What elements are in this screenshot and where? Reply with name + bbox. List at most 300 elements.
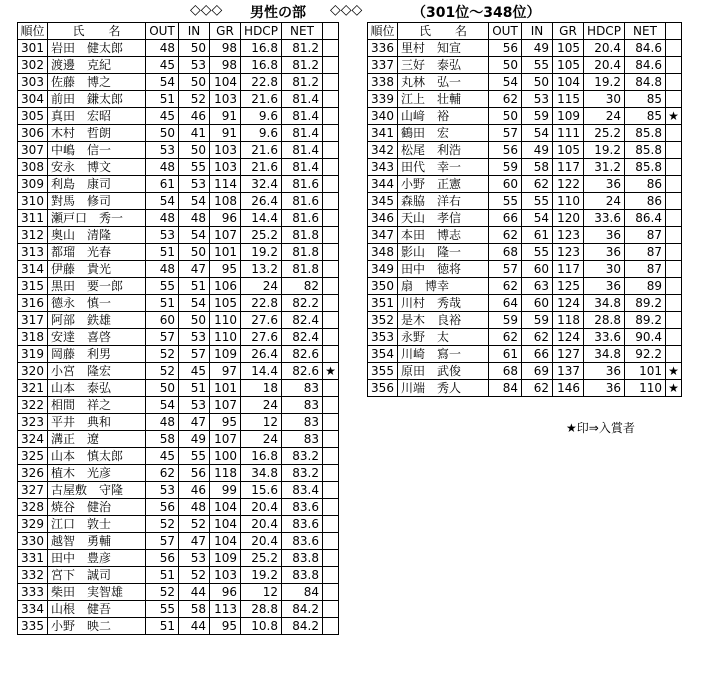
- winner-mark: [323, 499, 339, 516]
- award-note: ★印⇒入賞者: [566, 421, 635, 435]
- rank-cell: 343: [368, 159, 398, 176]
- net-cell: 85.8: [625, 142, 666, 159]
- in-cell: 53: [179, 329, 210, 346]
- out-cell: 51: [146, 618, 179, 635]
- rank-cell: 329: [18, 516, 48, 533]
- in-cell: 54: [522, 210, 553, 227]
- name-cell: 利島 康司: [48, 176, 146, 193]
- net-cell: 84.2: [282, 618, 323, 635]
- net-cell: 92.2: [625, 346, 666, 363]
- in-cell: 50: [522, 74, 553, 91]
- winner-mark: [323, 414, 339, 431]
- header-net: NET: [625, 23, 666, 40]
- net-cell: 81.4: [282, 108, 323, 125]
- hdcp-cell: 20.4: [584, 40, 625, 57]
- net-cell: 81.4: [282, 159, 323, 176]
- out-cell: 61: [489, 346, 522, 363]
- winner-mark: [323, 57, 339, 74]
- name-cell: 平井 典和: [48, 414, 146, 431]
- rank-cell: 340: [368, 108, 398, 125]
- in-cell: 46: [179, 108, 210, 125]
- gr-cell: 105: [553, 142, 584, 159]
- header-name: 氏 名: [398, 23, 489, 40]
- net-cell: 89.2: [625, 312, 666, 329]
- out-cell: 48: [146, 414, 179, 431]
- table-row: [18, 125, 339, 142]
- header-gr: GR: [210, 23, 241, 40]
- in-cell: 50: [179, 142, 210, 159]
- gr-cell: 105: [553, 57, 584, 74]
- header-mark: [666, 23, 682, 40]
- in-cell: 47: [179, 414, 210, 431]
- gr-cell: 111: [553, 125, 584, 142]
- winner-mark: [666, 329, 682, 346]
- out-cell: 52: [146, 584, 179, 601]
- rank-cell: 307: [18, 142, 48, 159]
- gr-cell: 104: [210, 516, 241, 533]
- winner-mark: [666, 91, 682, 108]
- hdcp-cell: 13.2: [241, 261, 282, 278]
- winner-mark: [666, 312, 682, 329]
- gr-cell: 110: [210, 329, 241, 346]
- table-row: [18, 176, 339, 193]
- rank-cell: 342: [368, 142, 398, 159]
- name-cell: 小野 正憲: [398, 176, 489, 193]
- in-cell: 48: [179, 499, 210, 516]
- rank-cell: 346: [368, 210, 398, 227]
- rank-cell: 311: [18, 210, 48, 227]
- net-cell: 86: [625, 193, 666, 210]
- winner-mark: [323, 261, 339, 278]
- hdcp-cell: 28.8: [584, 312, 625, 329]
- in-cell: 59: [522, 108, 553, 125]
- winner-mark: [323, 380, 339, 397]
- gr-cell: 95: [210, 618, 241, 635]
- table-row: [368, 227, 682, 244]
- winner-mark: [323, 40, 339, 57]
- table-row: [18, 380, 339, 397]
- hdcp-cell: 33.6: [584, 329, 625, 346]
- net-cell: 81.8: [282, 244, 323, 261]
- header-mark: [323, 23, 339, 40]
- name-cell: 原田 武俊: [398, 363, 489, 380]
- out-cell: 62: [489, 91, 522, 108]
- rank-cell: 303: [18, 74, 48, 91]
- out-cell: 59: [489, 312, 522, 329]
- table-row: [368, 346, 682, 363]
- gr-cell: 124: [553, 295, 584, 312]
- out-cell: 56: [489, 40, 522, 57]
- hdcp-cell: 9.6: [241, 125, 282, 142]
- hdcp-cell: 22.8: [241, 295, 282, 312]
- out-cell: 51: [146, 295, 179, 312]
- in-cell: 62: [522, 329, 553, 346]
- rank-cell: 350: [368, 278, 398, 295]
- in-cell: 47: [179, 533, 210, 550]
- name-cell: 山根 健吾: [48, 601, 146, 618]
- hdcp-cell: 36: [584, 380, 625, 397]
- net-cell: 82: [282, 278, 323, 295]
- hdcp-cell: 19.2: [584, 142, 625, 159]
- in-cell: 58: [179, 601, 210, 618]
- rank-cell: 335: [18, 618, 48, 635]
- in-cell: 48: [179, 210, 210, 227]
- table-row: [18, 261, 339, 278]
- winner-mark: [666, 261, 682, 278]
- winner-mark: [323, 278, 339, 295]
- in-cell: 53: [179, 550, 210, 567]
- table-row: [18, 74, 339, 91]
- name-cell: 對馬 修司: [48, 193, 146, 210]
- net-cell: 81.2: [282, 57, 323, 74]
- name-cell: 瀬戸口 秀一: [48, 210, 146, 227]
- out-cell: 57: [489, 261, 522, 278]
- gr-cell: 103: [210, 142, 241, 159]
- table-row: [18, 431, 339, 448]
- gr-cell: 127: [553, 346, 584, 363]
- gr-cell: 123: [553, 227, 584, 244]
- table-row: [368, 193, 682, 210]
- hdcp-cell: 20.4: [584, 57, 625, 74]
- gr-cell: 106: [210, 278, 241, 295]
- net-cell: 83.6: [282, 499, 323, 516]
- out-cell: 60: [146, 312, 179, 329]
- hdcp-cell: 24: [241, 397, 282, 414]
- rank-cell: 334: [18, 601, 48, 618]
- name-cell: 焼谷 健治: [48, 499, 146, 516]
- net-cell: 86: [625, 176, 666, 193]
- out-cell: 54: [489, 74, 522, 91]
- gr-cell: 91: [210, 108, 241, 125]
- out-cell: 56: [489, 142, 522, 159]
- name-cell: 植木 光彦: [48, 465, 146, 482]
- table-row: [18, 482, 339, 499]
- hdcp-cell: 14.4: [241, 363, 282, 380]
- gr-cell: 107: [210, 227, 241, 244]
- winner-mark: [323, 74, 339, 91]
- hdcp-cell: 34.8: [584, 295, 625, 312]
- results-table-right: [367, 22, 682, 397]
- gr-cell: 105: [553, 40, 584, 57]
- name-cell: 安永 博文: [48, 159, 146, 176]
- gr-cell: 96: [210, 584, 241, 601]
- in-cell: 53: [522, 91, 553, 108]
- rank-cell: 323: [18, 414, 48, 431]
- in-cell: 45: [179, 363, 210, 380]
- name-cell: 宮下 誠司: [48, 567, 146, 584]
- gr-cell: 103: [210, 567, 241, 584]
- net-cell: 101: [625, 363, 666, 380]
- gr-cell: 99: [210, 482, 241, 499]
- winner-mark: ★: [666, 363, 682, 380]
- hdcp-cell: 36: [584, 278, 625, 295]
- table-row: [18, 329, 339, 346]
- out-cell: 50: [146, 125, 179, 142]
- results-table-left: [17, 22, 339, 635]
- rank-cell: 338: [368, 74, 398, 91]
- name-cell: 永野 太: [398, 329, 489, 346]
- in-cell: 61: [522, 227, 553, 244]
- net-cell: 83: [282, 414, 323, 431]
- table-row: [368, 329, 682, 346]
- winner-mark: [666, 142, 682, 159]
- out-cell: 52: [146, 363, 179, 380]
- rank-cell: 324: [18, 431, 48, 448]
- winner-mark: [323, 618, 339, 635]
- name-cell: 川崎 寫一: [398, 346, 489, 363]
- name-cell: 川村 秀哉: [398, 295, 489, 312]
- out-cell: 48: [146, 40, 179, 57]
- table-row: [368, 74, 682, 91]
- name-cell: 中嶋 信一: [48, 142, 146, 159]
- out-cell: 48: [146, 210, 179, 227]
- out-cell: 55: [146, 601, 179, 618]
- rank-cell: 306: [18, 125, 48, 142]
- in-cell: 49: [522, 40, 553, 57]
- winner-mark: [666, 176, 682, 193]
- out-cell: 56: [146, 550, 179, 567]
- rank-cell: 332: [18, 567, 48, 584]
- in-cell: 52: [179, 516, 210, 533]
- net-cell: 82.6: [282, 363, 323, 380]
- in-cell: 52: [179, 567, 210, 584]
- table-row: [368, 295, 682, 312]
- net-cell: 81.2: [282, 74, 323, 91]
- net-cell: 81.8: [282, 261, 323, 278]
- table-row: [368, 57, 682, 74]
- name-cell: 山本 泰弘: [48, 380, 146, 397]
- in-cell: 53: [179, 57, 210, 74]
- winner-mark: [323, 346, 339, 363]
- net-cell: 81.6: [282, 176, 323, 193]
- net-cell: 81.8: [282, 227, 323, 244]
- out-cell: 57: [489, 125, 522, 142]
- hdcp-cell: 10.8: [241, 618, 282, 635]
- hdcp-cell: 21.6: [241, 159, 282, 176]
- rank-cell: 344: [368, 176, 398, 193]
- table-row: [18, 210, 339, 227]
- out-cell: 52: [146, 516, 179, 533]
- out-cell: 45: [146, 448, 179, 465]
- net-cell: 82.4: [282, 329, 323, 346]
- gr-cell: 110: [553, 193, 584, 210]
- table-row: [18, 414, 339, 431]
- gr-cell: 124: [553, 329, 584, 346]
- in-cell: 46: [179, 482, 210, 499]
- winner-mark: [323, 533, 339, 550]
- out-cell: 48: [146, 159, 179, 176]
- table-row: [18, 550, 339, 567]
- out-cell: 51: [146, 567, 179, 584]
- table-row: [18, 584, 339, 601]
- in-cell: 47: [179, 261, 210, 278]
- name-cell: 渡邊 克紀: [48, 57, 146, 74]
- rank-cell: 319: [18, 346, 48, 363]
- table-row: [18, 227, 339, 244]
- table-row: [368, 261, 682, 278]
- rank-cell: 330: [18, 533, 48, 550]
- table-row: [18, 618, 339, 635]
- winner-mark: [666, 227, 682, 244]
- name-cell: 山本 慎太郎: [48, 448, 146, 465]
- winner-mark: [323, 516, 339, 533]
- gr-cell: 98: [210, 40, 241, 57]
- name-cell: 德永 慎一: [48, 295, 146, 312]
- hdcp-cell: 16.8: [241, 448, 282, 465]
- rank-cell: 302: [18, 57, 48, 74]
- out-cell: 54: [146, 74, 179, 91]
- winner-mark: [323, 210, 339, 227]
- table-row: [18, 91, 339, 108]
- out-cell: 64: [489, 295, 522, 312]
- winner-mark: [323, 312, 339, 329]
- hdcp-cell: 28.8: [241, 601, 282, 618]
- name-cell: 江上 壮輔: [398, 91, 489, 108]
- in-cell: 53: [179, 397, 210, 414]
- winner-mark: [666, 346, 682, 363]
- hdcp-cell: 14.4: [241, 210, 282, 227]
- net-cell: 84.2: [282, 601, 323, 618]
- out-cell: 62: [146, 465, 179, 482]
- rank-cell: 320: [18, 363, 48, 380]
- net-cell: 81.2: [282, 40, 323, 57]
- title-deco-right: ◇◇◇: [330, 2, 363, 18]
- out-cell: 50: [489, 57, 522, 74]
- name-cell: 山﨑 裕: [398, 108, 489, 125]
- hdcp-cell: 36: [584, 363, 625, 380]
- hdcp-cell: 16.8: [241, 57, 282, 74]
- name-cell: 扇 博幸: [398, 278, 489, 295]
- out-cell: 68: [489, 244, 522, 261]
- rank-cell: 321: [18, 380, 48, 397]
- header-rank: 順位: [18, 23, 48, 40]
- winner-mark: [323, 227, 339, 244]
- header-row: [368, 23, 682, 40]
- hdcp-cell: 34.8: [241, 465, 282, 482]
- net-cell: 90.4: [625, 329, 666, 346]
- table-row: [368, 125, 682, 142]
- name-cell: 丸林 弘一: [398, 74, 489, 91]
- winner-mark: [666, 193, 682, 210]
- table-row: [368, 278, 682, 295]
- net-cell: 86.4: [625, 210, 666, 227]
- net-cell: 87: [625, 227, 666, 244]
- table-row: [18, 499, 339, 516]
- hdcp-cell: 27.6: [241, 329, 282, 346]
- page-title: [0, 2, 709, 20]
- net-cell: 85.8: [625, 125, 666, 142]
- hdcp-cell: 21.6: [241, 91, 282, 108]
- header-rank: 順位: [368, 23, 398, 40]
- winner-mark: [323, 193, 339, 210]
- in-cell: 60: [522, 295, 553, 312]
- gr-cell: 122: [553, 176, 584, 193]
- winner-mark: [323, 567, 339, 584]
- net-cell: 83: [282, 380, 323, 397]
- out-cell: 57: [146, 533, 179, 550]
- gr-cell: 96: [210, 210, 241, 227]
- winner-mark: [323, 125, 339, 142]
- rank-cell: 325: [18, 448, 48, 465]
- hdcp-cell: 36: [584, 176, 625, 193]
- out-cell: 53: [146, 227, 179, 244]
- winner-mark: [666, 210, 682, 227]
- in-cell: 66: [522, 346, 553, 363]
- winner-mark: [323, 465, 339, 482]
- table-row: [18, 295, 339, 312]
- name-cell: 岩田 健太郎: [48, 40, 146, 57]
- header-in: IN: [522, 23, 553, 40]
- out-cell: 62: [489, 227, 522, 244]
- rank-cell: 312: [18, 227, 48, 244]
- winner-mark: [666, 40, 682, 57]
- table-row: [18, 142, 339, 159]
- out-cell: 68: [489, 363, 522, 380]
- rank-cell: 305: [18, 108, 48, 125]
- hdcp-cell: 32.4: [241, 176, 282, 193]
- name-cell: 佐藤 博之: [48, 74, 146, 91]
- hdcp-cell: 33.6: [584, 210, 625, 227]
- in-cell: 41: [179, 125, 210, 142]
- rank-cell: 326: [18, 465, 48, 482]
- in-cell: 63: [522, 278, 553, 295]
- net-cell: 84.6: [625, 40, 666, 57]
- hdcp-cell: 36: [584, 244, 625, 261]
- table-row: [368, 142, 682, 159]
- hdcp-cell: 18: [241, 380, 282, 397]
- winner-mark: ★: [323, 363, 339, 380]
- name-cell: 奥山 清隆: [48, 227, 146, 244]
- gr-cell: 101: [210, 244, 241, 261]
- out-cell: 54: [146, 193, 179, 210]
- gr-cell: 97: [210, 363, 241, 380]
- winner-mark: [323, 159, 339, 176]
- in-cell: 62: [522, 380, 553, 397]
- rank-cell: 341: [368, 125, 398, 142]
- in-cell: 50: [179, 244, 210, 261]
- gr-cell: 113: [210, 601, 241, 618]
- net-cell: 83: [282, 397, 323, 414]
- net-cell: 87: [625, 244, 666, 261]
- table-row: [368, 244, 682, 261]
- gr-cell: 108: [210, 193, 241, 210]
- in-cell: 56: [179, 465, 210, 482]
- title-heading: 男性の部: [250, 5, 306, 21]
- net-cell: 83.2: [282, 465, 323, 482]
- net-cell: 84.6: [625, 57, 666, 74]
- net-cell: 85: [625, 91, 666, 108]
- table-row: [18, 159, 339, 176]
- gr-cell: 110: [210, 312, 241, 329]
- name-cell: 小野 映二: [48, 618, 146, 635]
- in-cell: 50: [179, 312, 210, 329]
- in-cell: 54: [522, 125, 553, 142]
- winner-mark: [666, 74, 682, 91]
- net-cell: 83: [282, 431, 323, 448]
- hdcp-cell: 9.6: [241, 108, 282, 125]
- out-cell: 55: [146, 278, 179, 295]
- rank-cell: 337: [368, 57, 398, 74]
- gr-cell: 123: [553, 244, 584, 261]
- out-cell: 56: [146, 499, 179, 516]
- rank-cell: 345: [368, 193, 398, 210]
- out-cell: 53: [146, 142, 179, 159]
- in-cell: 54: [179, 193, 210, 210]
- name-cell: 古屋敷 守隆: [48, 482, 146, 499]
- hdcp-cell: 22.8: [241, 74, 282, 91]
- hdcp-cell: 20.4: [241, 533, 282, 550]
- table-row: [18, 567, 339, 584]
